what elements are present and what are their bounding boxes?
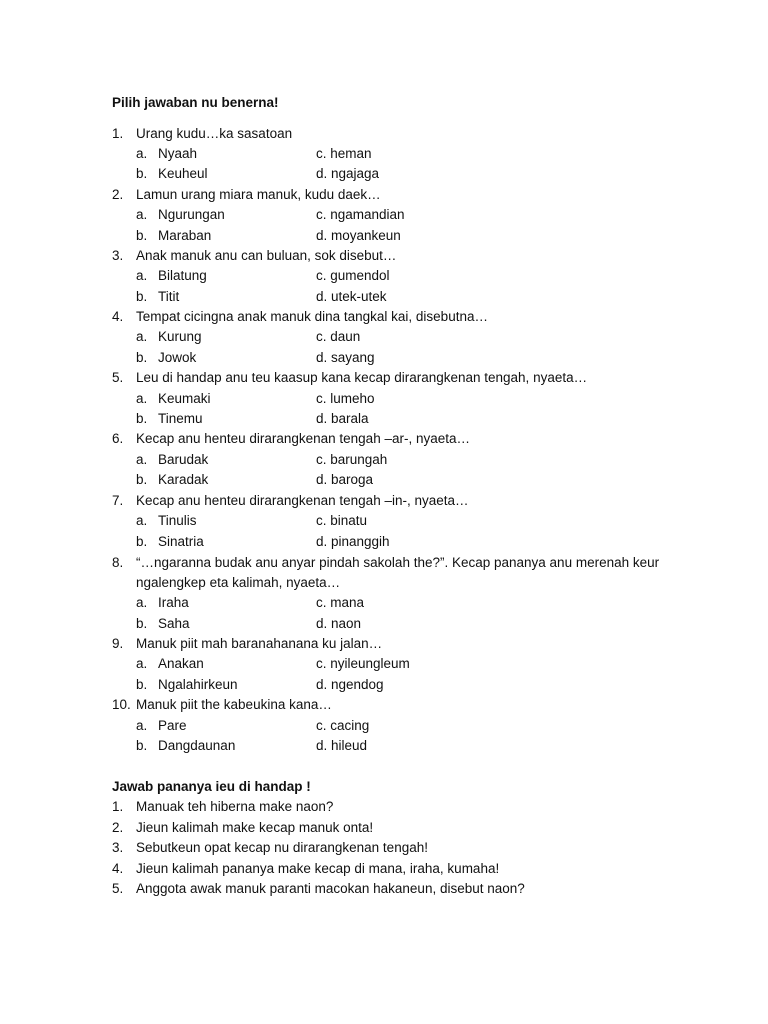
option-a: Iraha [158, 595, 189, 610]
option-letter: a. [136, 513, 148, 528]
question-text: Anggota awak manuk paranti macokan hakaneun, disebut naon? [136, 881, 525, 896]
question-text: Anak manuk anu can buluan, sok disebut… [136, 248, 397, 263]
option-letter: b. [136, 616, 148, 631]
option-letter: b. [136, 738, 148, 753]
option-a: Nyaah [158, 146, 198, 161]
question-text: Manuak teh hiberna make naon? [136, 799, 334, 814]
option-b: Titit [158, 289, 180, 304]
option-letter: b. [136, 166, 148, 181]
option-c: c. gumendol [316, 268, 390, 283]
option-a: Tinulis [158, 513, 197, 528]
option-a: Barudak [158, 452, 209, 467]
option-b: Maraban [158, 228, 212, 243]
question-number: 1. [112, 126, 124, 141]
question-text: Urang kudu…ka sasatoan [136, 126, 293, 141]
option-letter: b. [136, 472, 148, 487]
question-text: Leu di handap anu teu kaasup kana kecap dirarangkenan tengah, nyaeta… [136, 370, 588, 385]
option-letter: a. [136, 207, 148, 222]
question-number: 4. [112, 309, 124, 324]
option-d: d. naon [316, 616, 362, 631]
option-d: d. ngendog [316, 677, 384, 692]
question-number: 2. [112, 187, 124, 202]
option-d: d. barala [316, 411, 369, 426]
option-a: Ngurungan [158, 207, 225, 222]
question-number: 3. [112, 248, 124, 263]
option-a: Anakan [158, 656, 204, 671]
option-c: c. lumeho [316, 391, 375, 406]
option-b: Keuheul [158, 166, 208, 181]
option-letter: b. [136, 534, 148, 549]
option-b: Jowok [158, 350, 197, 365]
option-a: Bilatung [158, 268, 207, 283]
option-c: c. nyileungleum [316, 656, 410, 671]
option-b: Ngalahirkeun [158, 677, 238, 692]
section1-title: Pilih jawaban nu benerna! [112, 95, 279, 110]
option-letter: a. [136, 718, 148, 733]
option-c: c. heman [316, 146, 372, 161]
question-number: 6. [112, 431, 124, 446]
option-letter: b. [136, 677, 148, 692]
option-letter: a. [136, 146, 148, 161]
option-letter: a. [136, 656, 148, 671]
question-number: 7. [112, 493, 124, 508]
question-text: ngalengkep eta kalimah, nyaeta… [136, 575, 341, 590]
option-c: c. barungah [316, 452, 388, 467]
option-b: Saha [158, 616, 190, 631]
question-number: 5. [112, 881, 124, 896]
question-text: Manuk piit mah baranahanana ku jalan… [136, 636, 383, 651]
question-text: Tempat cicingna anak manuk dina tangkal kai, disebutna… [136, 309, 488, 324]
question-text: Jieun kalimah make kecap manuk onta! [136, 820, 374, 835]
option-letter: b. [136, 289, 148, 304]
option-b: Tinemu [158, 411, 203, 426]
question-number: 4. [112, 861, 124, 876]
question-number: 8. [112, 555, 124, 570]
option-c: c. binatu [316, 513, 368, 528]
option-letter: a. [136, 452, 148, 467]
option-c: c. cacing [316, 718, 370, 733]
option-letter: b. [136, 411, 148, 426]
option-letter: a. [136, 329, 148, 344]
option-letter: a. [136, 595, 148, 610]
option-c: c. daun [316, 329, 361, 344]
question-text: Kecap anu henteu dirarangkenan tengah –ar-, nyaeta… [136, 431, 470, 446]
option-a: Keumaki [158, 391, 211, 406]
option-d: d. utek-utek [316, 289, 387, 304]
option-c: c. mana [316, 595, 365, 610]
question-text: Jieun kalimah pananya make kecap di mana, iraha, kumaha! [136, 861, 500, 876]
question-text: Lamun urang miara manuk, kudu daek… [136, 187, 381, 202]
option-a: Kurung [158, 329, 202, 344]
option-a: Pare [158, 718, 187, 733]
question-number: 10. [112, 697, 131, 712]
option-letter: a. [136, 391, 148, 406]
option-d: d. moyankeun [316, 228, 401, 243]
question-text: Manuk piit the kabeukina kana… [136, 697, 332, 712]
option-b: Karadak [158, 472, 209, 487]
option-d: d. hileud [316, 738, 368, 753]
question-text: Kecap anu henteu dirarangkenan tengah –in-, nyaeta… [136, 493, 469, 508]
option-d: d. baroga [316, 472, 374, 487]
option-b: Dangdaunan [158, 738, 236, 753]
question-number: 1. [112, 799, 124, 814]
question-text: “…ngaranna budak anu anyar pindah sakolah the?”. Kecap pananya anu merenah keur [136, 555, 660, 570]
option-letter: b. [136, 228, 148, 243]
option-d: d. pinanggih [316, 534, 390, 549]
question-number: 9. [112, 636, 124, 651]
question-number: 3. [112, 840, 124, 855]
option-d: d. ngajaga [316, 166, 380, 181]
option-letter: a. [136, 268, 148, 283]
section2-title: Jawab pananya ieu di handap ! [112, 779, 311, 794]
option-b: Sinatria [158, 534, 204, 549]
question-text: Sebutkeun opat kecap nu dirarangkenan tengah! [136, 840, 428, 855]
option-c: c. ngamandian [316, 207, 405, 222]
question-number: 2. [112, 820, 124, 835]
option-letter: b. [136, 350, 148, 365]
option-d: d. sayang [316, 350, 375, 365]
question-number: 5. [112, 370, 124, 385]
